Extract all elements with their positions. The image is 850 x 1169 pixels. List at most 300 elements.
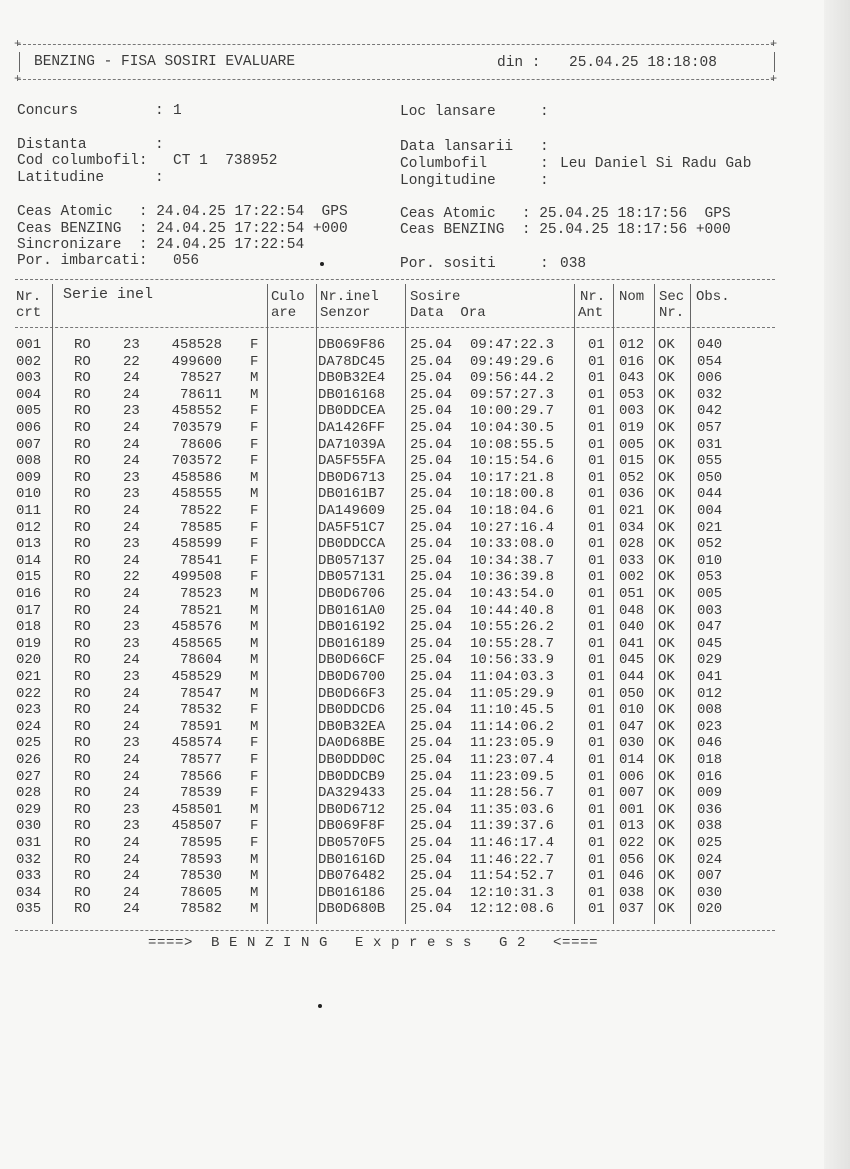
cell-arrival-time: 12:10:31.3 <box>470 884 555 901</box>
cell-arrival-time: 10:36:39.8 <box>470 569 555 586</box>
cell-sec: OK <box>658 635 675 652</box>
cell-arrival-time: 11:46:17.4 <box>470 835 555 851</box>
cell-ant: 01 <box>588 635 605 652</box>
col-sec-header-sub: Nr. <box>659 305 685 321</box>
cell-nom: 007 <box>619 785 645 802</box>
cell-year: 24 <box>123 752 140 768</box>
cell-nr: 008 <box>16 453 42 470</box>
cell-nom: 030 <box>619 735 645 752</box>
cell-arrival-time: 10:04:30.5 <box>470 420 555 436</box>
cell-sec: OK <box>658 552 675 569</box>
cell-nom: 012 <box>619 337 645 353</box>
cell-ant: 01 <box>588 818 605 835</box>
table-top-rule <box>15 279 775 280</box>
cell-sensor-id: DA149609 <box>318 503 386 519</box>
cell-nom: 043 <box>619 370 645 387</box>
col-nr-header-sub: crt <box>16 305 42 321</box>
cell-sex: F <box>250 403 259 420</box>
cell-sec: OK <box>658 337 675 353</box>
cell-year: 24 <box>123 519 140 536</box>
cell-sec: OK <box>658 669 675 685</box>
cell-obs: 009 <box>697 785 723 802</box>
cell-sex: F <box>250 818 259 835</box>
cell-arrival-date: 25.04 <box>410 386 453 403</box>
cell-obs: 036 <box>697 801 723 818</box>
cell-obs: 005 <box>697 586 723 602</box>
cell-sex: M <box>250 801 259 818</box>
cell-nom: 021 <box>619 503 645 519</box>
col-sep <box>654 284 655 924</box>
cell-nr: 033 <box>16 868 42 885</box>
cell-arrival-time: 10:44:40.8 <box>470 602 555 619</box>
cell-nr: 017 <box>16 602 42 619</box>
cell-ant: 01 <box>588 337 605 353</box>
cell-sex: M <box>250 868 259 885</box>
cell-obs: 018 <box>697 752 723 768</box>
cell-ring-number: 78547 <box>179 685 222 702</box>
cell-sec: OK <box>658 486 675 503</box>
cell-sensor-id: DA78DC45 <box>318 353 386 370</box>
corner-mark: + <box>14 37 22 51</box>
cell-sec: OK <box>658 768 675 785</box>
cell-nr: 010 <box>16 486 42 503</box>
cell-ring-number: 78611 <box>179 386 222 403</box>
cell-sensor-id: DB0D66CF <box>318 652 386 669</box>
cell-arrival-time: 10:56:33.9 <box>470 652 555 669</box>
cell-ring-number: 458565 <box>171 635 222 652</box>
cell-sex: F <box>250 353 259 370</box>
cell-nom: 046 <box>619 868 645 885</box>
cell-nom: 015 <box>619 453 645 470</box>
cell-sec: OK <box>658 702 675 719</box>
cell-sec: OK <box>658 353 675 370</box>
cell-arrival-time: 09:57:27.3 <box>470 386 555 403</box>
cell-country: RO <box>74 901 91 918</box>
cell-arrival-time: 10:18:00.8 <box>470 486 555 503</box>
cell-year: 22 <box>123 569 140 586</box>
cell-ring-number: 458586 <box>171 469 222 486</box>
cell-obs: 057 <box>697 420 723 436</box>
cell-ant: 01 <box>588 768 605 785</box>
col-culoare-header: Culo <box>271 289 305 305</box>
cell-nr: 030 <box>16 818 42 835</box>
cell-nom: 016 <box>619 353 645 370</box>
cell-ring-number: 78530 <box>179 868 222 885</box>
cell-nr: 016 <box>16 586 42 602</box>
cell-year: 24 <box>123 785 140 802</box>
cell-country: RO <box>74 536 91 553</box>
cell-sensor-id: DB0DDD0C <box>318 752 386 768</box>
cell-ant: 01 <box>588 735 605 752</box>
cell-year: 23 <box>123 818 140 835</box>
cell-sensor-id: DB0B32E4 <box>318 370 386 387</box>
cell-arrival-date: 25.04 <box>410 337 453 353</box>
cell-nom: 033 <box>619 552 645 569</box>
col-sosire-header-sub: Data Ora <box>410 305 486 321</box>
cell-arrival-date: 25.04 <box>410 635 453 652</box>
cell-nr: 002 <box>16 353 42 370</box>
cell-sec: OK <box>658 420 675 436</box>
cell-sex: M <box>250 652 259 669</box>
cell-arrival-date: 25.04 <box>410 370 453 387</box>
cell-sec: OK <box>658 652 675 669</box>
cell-sec: OK <box>658 801 675 818</box>
cell-sec: OK <box>658 785 675 802</box>
distanta-label: Distanta <box>17 137 87 153</box>
cell-nom: 019 <box>619 420 645 436</box>
cell-obs: 052 <box>697 536 723 553</box>
cell-obs: 045 <box>697 635 723 652</box>
table-header-rule <box>15 327 775 328</box>
cell-sec: OK <box>658 536 675 553</box>
cell-nr: 031 <box>16 835 42 851</box>
cell-sensor-id: DB016189 <box>318 635 386 652</box>
cell-ring-number: 458599 <box>171 536 222 553</box>
cell-arrival-date: 25.04 <box>410 768 453 785</box>
cell-ant: 01 <box>588 884 605 901</box>
cell-sensor-id: DB016186 <box>318 884 386 901</box>
cell-arrival-date: 25.04 <box>410 519 453 536</box>
cell-sex: M <box>250 669 259 685</box>
cell-arrival-date: 25.04 <box>410 569 453 586</box>
cell-sensor-id: DB016168 <box>318 386 386 403</box>
cell-ring-number: 499508 <box>171 569 222 586</box>
col-nom-header: Nom <box>619 289 645 305</box>
cell-sex: M <box>250 619 259 636</box>
cell-country: RO <box>74 586 91 602</box>
cell-sec: OK <box>658 386 675 403</box>
cell-ring-number: 78521 <box>179 602 222 619</box>
por-imbarcati-value: 056 <box>173 253 200 269</box>
cell-sensor-id: DB057137 <box>318 552 386 569</box>
cell-country: RO <box>74 403 91 420</box>
cell-sec: OK <box>658 685 675 702</box>
cell-obs: 006 <box>697 370 723 387</box>
cell-obs: 007 <box>697 868 723 885</box>
cell-nr: 024 <box>16 718 42 735</box>
cell-arrival-time: 10:00:29.7 <box>470 403 555 420</box>
cell-sec: OK <box>658 370 675 387</box>
cell-nom: 028 <box>619 536 645 553</box>
cell-sex: F <box>250 536 259 553</box>
cell-sec: OK <box>658 735 675 752</box>
cell-year: 23 <box>123 486 140 503</box>
cell-ant: 01 <box>588 718 605 735</box>
cell-sex: M <box>250 901 259 918</box>
cell-ring-number: 78566 <box>179 768 222 785</box>
cell-nr: 009 <box>16 469 42 486</box>
cell-sec: OK <box>658 752 675 768</box>
por-imbarcati-label: Por. imbarcati: <box>17 253 148 269</box>
cell-arrival-time: 11:54:52.7 <box>470 868 555 885</box>
cell-nom: 003 <box>619 403 645 420</box>
cell-arrival-time: 10:27:16.4 <box>470 519 555 536</box>
cell-arrival-date: 25.04 <box>410 503 453 519</box>
cell-nr: 005 <box>16 403 42 420</box>
cell-sec: OK <box>658 519 675 536</box>
cell-nom: 037 <box>619 901 645 918</box>
cell-sensor-id: DB0B32EA <box>318 718 386 735</box>
cell-sex: M <box>250 486 259 503</box>
cell-ring-number: 703572 <box>171 453 222 470</box>
cell-country: RO <box>74 569 91 586</box>
cell-ant: 01 <box>588 353 605 370</box>
cell-year: 24 <box>123 768 140 785</box>
cell-ring-number: 78522 <box>179 503 222 519</box>
cell-country: RO <box>74 353 91 370</box>
cell-arrival-date: 25.04 <box>410 702 453 719</box>
cell-arrival-time: 10:55:26.2 <box>470 619 555 636</box>
cell-obs: 008 <box>697 702 723 719</box>
cell-country: RO <box>74 735 91 752</box>
cell-ring-number: 499600 <box>171 353 222 370</box>
cell-sex: M <box>250 602 259 619</box>
cell-arrival-time: 10:15:54.6 <box>470 453 555 470</box>
cell-obs: 040 <box>697 337 723 353</box>
cell-ring-number: 78532 <box>179 702 222 719</box>
cell-year: 24 <box>123 884 140 901</box>
cell-obs: 030 <box>697 884 723 901</box>
data-lansarii-label: Data lansarii <box>400 139 514 155</box>
cell-arrival-date: 25.04 <box>410 453 453 470</box>
col-serie-header: Serie inel <box>63 286 154 303</box>
cell-obs: 053 <box>697 569 723 586</box>
cell-sensor-id: DB0570F5 <box>318 835 386 851</box>
cell-country: RO <box>74 486 91 503</box>
latitudine-label: Latitudine <box>17 170 105 186</box>
cell-ant: 01 <box>588 486 605 503</box>
cell-nom: 053 <box>619 386 645 403</box>
cell-ring-number: 78606 <box>179 436 222 453</box>
cell-ant: 01 <box>588 868 605 885</box>
cell-nr: 013 <box>16 536 42 553</box>
cell-sec: OK <box>658 851 675 868</box>
ceas-benzing-start: Ceas BENZING : 24.04.25 17:22:54 +000 <box>17 221 348 237</box>
cod-columbofil-label: Cod columbofil: <box>17 153 148 169</box>
cell-sec: OK <box>658 818 675 835</box>
cell-year: 24 <box>123 851 140 868</box>
cell-obs: 023 <box>697 718 723 735</box>
cell-nom: 051 <box>619 586 645 602</box>
cell-country: RO <box>74 785 91 802</box>
cell-nom: 056 <box>619 851 645 868</box>
cell-obs: 032 <box>697 386 723 403</box>
cell-nr: 012 <box>16 519 42 536</box>
longitudine-label: Longitudine <box>400 173 496 189</box>
cell-nom: 002 <box>619 569 645 586</box>
cell-nr: 022 <box>16 685 42 702</box>
report-title: BENZING - FISA SOSIRI EVALUARE <box>34 54 296 70</box>
cell-arrival-time: 10:08:55.5 <box>470 436 555 453</box>
cell-arrival-time: 11:10:45.5 <box>470 702 555 719</box>
cell-sex: M <box>250 586 259 602</box>
cell-ring-number: 78523 <box>179 586 222 602</box>
cell-ant: 01 <box>588 386 605 403</box>
cell-arrival-time: 11:14:06.2 <box>470 718 555 735</box>
cell-nr: 018 <box>16 619 42 636</box>
cell-year: 24 <box>123 702 140 719</box>
cell-ant: 01 <box>588 403 605 420</box>
cell-nr: 020 <box>16 652 42 669</box>
cell-nr: 011 <box>16 503 42 519</box>
cell-sex: F <box>250 569 259 586</box>
cell-sex: F <box>250 337 259 353</box>
cell-country: RO <box>74 702 91 719</box>
cell-year: 24 <box>123 602 140 619</box>
cell-nr: 004 <box>16 386 42 403</box>
cell-year: 23 <box>123 619 140 636</box>
cell-arrival-date: 25.04 <box>410 469 453 486</box>
cell-sensor-id: DB0DDCEA <box>318 403 386 420</box>
ceas-atomic-end: Ceas Atomic : 25.04.25 18:17:56 GPS <box>400 206 731 222</box>
col-ant-header: Nr. <box>580 289 606 305</box>
cell-nom: 022 <box>619 835 645 851</box>
cell-country: RO <box>74 818 91 835</box>
cell-year: 24 <box>123 586 140 602</box>
cell-sex: F <box>250 735 259 752</box>
cell-ring-number: 78577 <box>179 752 222 768</box>
cell-year: 23 <box>123 635 140 652</box>
cell-country: RO <box>74 552 91 569</box>
cell-country: RO <box>74 718 91 735</box>
cell-sec: OK <box>658 884 675 901</box>
paper-edge <box>824 0 850 1169</box>
cell-nom: 014 <box>619 752 645 768</box>
cell-ant: 01 <box>588 901 605 918</box>
cell-obs: 012 <box>697 685 723 702</box>
cell-arrival-time: 10:17:21.8 <box>470 469 555 486</box>
cell-sec: OK <box>658 901 675 918</box>
cell-ant: 01 <box>588 436 605 453</box>
cell-sec: OK <box>658 436 675 453</box>
cell-year: 23 <box>123 469 140 486</box>
cell-arrival-date: 25.04 <box>410 602 453 619</box>
loc-lansare-label: Loc lansare <box>400 104 496 120</box>
cell-ant: 01 <box>588 469 605 486</box>
cell-nom: 045 <box>619 652 645 669</box>
cell-arrival-date: 25.04 <box>410 752 453 768</box>
cell-country: RO <box>74 851 91 868</box>
cell-ant: 01 <box>588 519 605 536</box>
cell-year: 24 <box>123 652 140 669</box>
cell-nr: 019 <box>16 635 42 652</box>
cell-arrival-date: 25.04 <box>410 436 453 453</box>
cell-ant: 01 <box>588 851 605 868</box>
cell-ring-number: 78527 <box>179 370 222 387</box>
cell-arrival-date: 25.04 <box>410 818 453 835</box>
cell-country: RO <box>74 835 91 851</box>
cell-nr: 028 <box>16 785 42 802</box>
cell-sex: F <box>250 752 259 768</box>
por-sositi-label: Por. sositi <box>400 256 496 272</box>
cell-arrival-date: 25.04 <box>410 536 453 553</box>
cell-sensor-id: DA1426FF <box>318 420 386 436</box>
cell-ant: 01 <box>588 669 605 685</box>
cell-nom: 034 <box>619 519 645 536</box>
cell-arrival-date: 25.04 <box>410 868 453 885</box>
cell-obs: 054 <box>697 353 723 370</box>
cell-arrival-date: 25.04 <box>410 669 453 685</box>
cell-arrival-date: 25.04 <box>410 785 453 802</box>
cell-arrival-time: 11:05:29.9 <box>470 685 555 702</box>
cell-obs: 029 <box>697 652 723 669</box>
cell-sex: F <box>250 420 259 436</box>
cell-country: RO <box>74 635 91 652</box>
cell-year: 24 <box>123 552 140 569</box>
cell-obs: 020 <box>697 901 723 918</box>
cell-obs: 055 <box>697 453 723 470</box>
cell-obs: 016 <box>697 768 723 785</box>
col-sosire-header: Sosire <box>410 289 461 305</box>
col-ant-header-sub: Ant <box>578 305 604 321</box>
cell-arrival-date: 25.04 <box>410 420 453 436</box>
cell-country: RO <box>74 503 91 519</box>
col-sep <box>613 284 614 924</box>
cell-sex: F <box>250 436 259 453</box>
table-bottom-rule <box>15 930 775 931</box>
cell-year: 23 <box>123 337 140 353</box>
por-sositi-value: 038 <box>560 256 587 272</box>
col-sep <box>52 284 53 924</box>
cell-country: RO <box>74 868 91 885</box>
cell-arrival-date: 25.04 <box>410 552 453 569</box>
sincronizare: Sincronizare : 24.04.25 17:22:54 <box>17 237 305 253</box>
cell-ant: 01 <box>588 420 605 436</box>
cell-sec: OK <box>658 835 675 851</box>
cell-sensor-id: DB0DDCCA <box>318 536 386 553</box>
cell-year: 24 <box>123 453 140 470</box>
cell-obs: 041 <box>697 669 723 685</box>
cell-obs: 050 <box>697 469 723 486</box>
cell-ring-number: 458507 <box>171 818 222 835</box>
cell-ant: 01 <box>588 586 605 602</box>
cell-country: RO <box>74 370 91 387</box>
cell-country: RO <box>74 619 91 636</box>
cell-arrival-time: 09:49:29.6 <box>470 353 555 370</box>
cell-arrival-date: 25.04 <box>410 901 453 918</box>
cell-nom: 013 <box>619 818 645 835</box>
speck <box>318 1004 322 1008</box>
cell-sex: M <box>250 884 259 901</box>
cell-nr: 027 <box>16 768 42 785</box>
cell-year: 22 <box>123 353 140 370</box>
cell-ant: 01 <box>588 602 605 619</box>
header-top-rule <box>18 44 774 45</box>
cell-arrival-time: 11:23:05.9 <box>470 735 555 752</box>
cell-sex: M <box>250 685 259 702</box>
cell-arrival-time: 11:39:37.6 <box>470 818 555 835</box>
cell-sex: M <box>250 718 259 735</box>
cell-arrival-date: 25.04 <box>410 486 453 503</box>
cell-nr: 035 <box>16 901 42 918</box>
cell-sensor-id: DA329433 <box>318 785 386 802</box>
cell-ant: 01 <box>588 453 605 470</box>
cell-ant: 01 <box>588 752 605 768</box>
cell-arrival-date: 25.04 <box>410 619 453 636</box>
cell-ring-number: 458555 <box>171 486 222 503</box>
cell-country: RO <box>74 519 91 536</box>
concurs-value: 1 <box>173 103 182 119</box>
cell-country: RO <box>74 469 91 486</box>
cell-arrival-date: 25.04 <box>410 718 453 735</box>
cell-ring-number: 78593 <box>179 851 222 868</box>
cell-sensor-id: DA5F55FA <box>318 453 386 470</box>
cell-obs: 004 <box>697 503 723 519</box>
cell-nr: 023 <box>16 702 42 719</box>
cell-country: RO <box>74 602 91 619</box>
cell-year: 23 <box>123 403 140 420</box>
cell-sex: M <box>250 469 259 486</box>
